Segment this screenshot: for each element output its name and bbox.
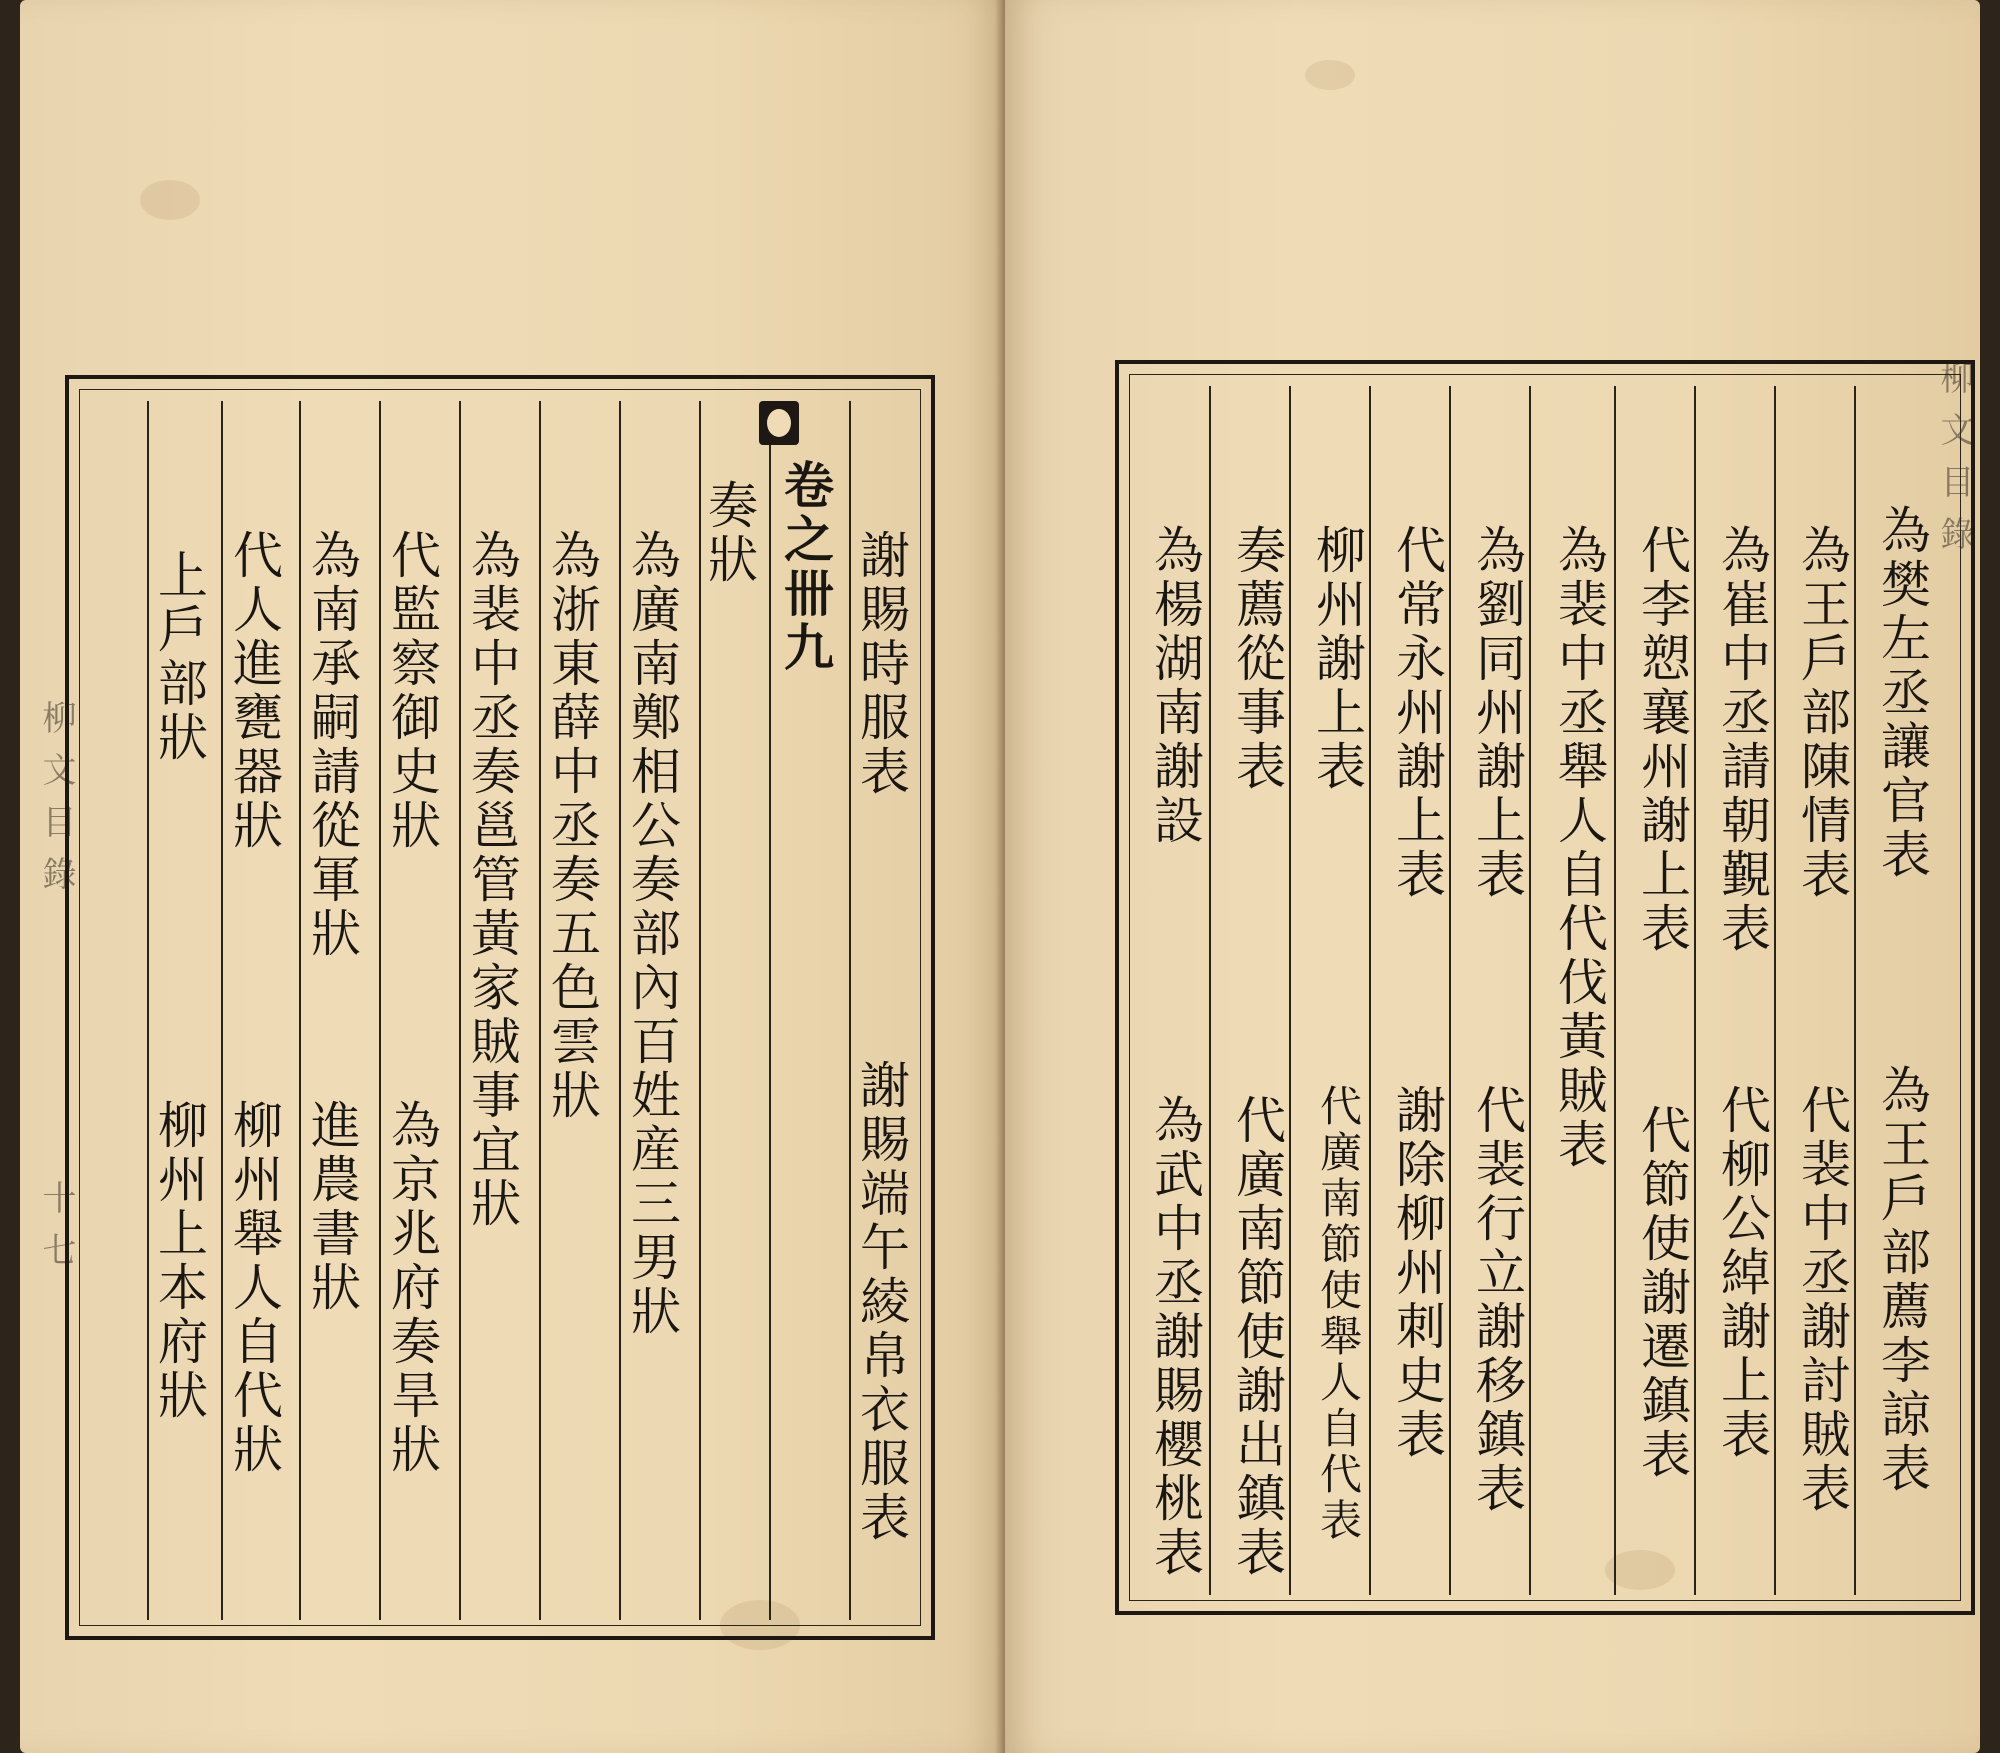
toc-entry: 為崔中丞請朝覲表 (1713, 524, 1771, 956)
right-book-edge (1978, 0, 2000, 1753)
toc-entry: 為劉同州謝上表 (1468, 524, 1526, 902)
left-margin-title: 柳文目錄 (36, 700, 76, 908)
toc-entry: 為浙東薛中丞奏五色雲狀 (543, 529, 601, 1123)
toc-entry: 代裴行立謝移鎮表 (1468, 1084, 1526, 1516)
toc-entry: 柳州舉人自代狀 (225, 1099, 283, 1477)
toc-entry: 為樊左丞讓官表 (1873, 504, 1931, 882)
left-text-frame (65, 375, 935, 1640)
toc-entry: 為裴中丞奏邕管黃家賊事宜狀 (463, 529, 521, 1231)
left-margin-page-number: 十七 (36, 1180, 76, 1284)
toc-entry: 上戶部狀 (150, 549, 208, 765)
toc-entry: 柳州上本府狀 (150, 1099, 208, 1423)
toc-entry: 柳州謝上表 (1308, 524, 1366, 794)
toc-entry: 進農書狀 (303, 1099, 361, 1315)
toc-entry: 為楊湖南謝設 (1146, 524, 1204, 848)
toc-entry: 代廣南節使舉人自代表 (1314, 1084, 1363, 1544)
toc-entry: 代監察御史狀 (383, 529, 441, 853)
volume-heading-mark (759, 401, 799, 445)
toc-entry: 謝賜端午綾帛衣服表 (852, 1059, 910, 1545)
toc-entry: 為京兆府奏旱狀 (383, 1099, 441, 1477)
toc-entry: 謝除柳州刺史表 (1388, 1084, 1446, 1462)
right-page (1005, 0, 1980, 1753)
toc-entry: 為南承嗣請從軍狀 (303, 529, 361, 961)
toc-entry: 為武中丞謝賜櫻桃表 (1146, 1094, 1204, 1580)
toc-entry: 代廣南節使謝出鎮表 (1228, 1094, 1286, 1580)
left-book-edge (0, 0, 22, 1753)
toc-entry: 謝賜時服表 (852, 529, 910, 799)
toc-entry: 為王戶部薦李諒表 (1873, 1064, 1931, 1496)
toc-entry: 為廣南鄭相公奏部內百姓産三男狀 (623, 529, 681, 1339)
toc-entry: 代李愬襄州謝上表 (1633, 524, 1691, 956)
volume-heading: 卷之卌九 (776, 459, 835, 675)
right-text-frame (1115, 360, 1975, 1615)
toc-entry: 代常永州謝上表 (1388, 524, 1446, 902)
toc-entry: 為裴中丞舉人自代伐黃賊表 (1550, 524, 1608, 1172)
toc-entry: 代人進甕器狀 (225, 529, 283, 853)
toc-entry: 奏薦從事表 (1228, 524, 1286, 794)
right-margin-title: 柳文目錄 (1934, 360, 1974, 568)
toc-entry: 代柳公綽謝上表 (1713, 1084, 1771, 1462)
left-page (20, 0, 1005, 1753)
section-heading: 奏狀 (700, 479, 758, 587)
toc-entry: 代節使謝遷鎮表 (1633, 1104, 1691, 1482)
toc-entry: 代裴中丞謝討賊表 (1793, 1084, 1851, 1516)
toc-entry: 為王戶部陳情表 (1793, 524, 1851, 902)
